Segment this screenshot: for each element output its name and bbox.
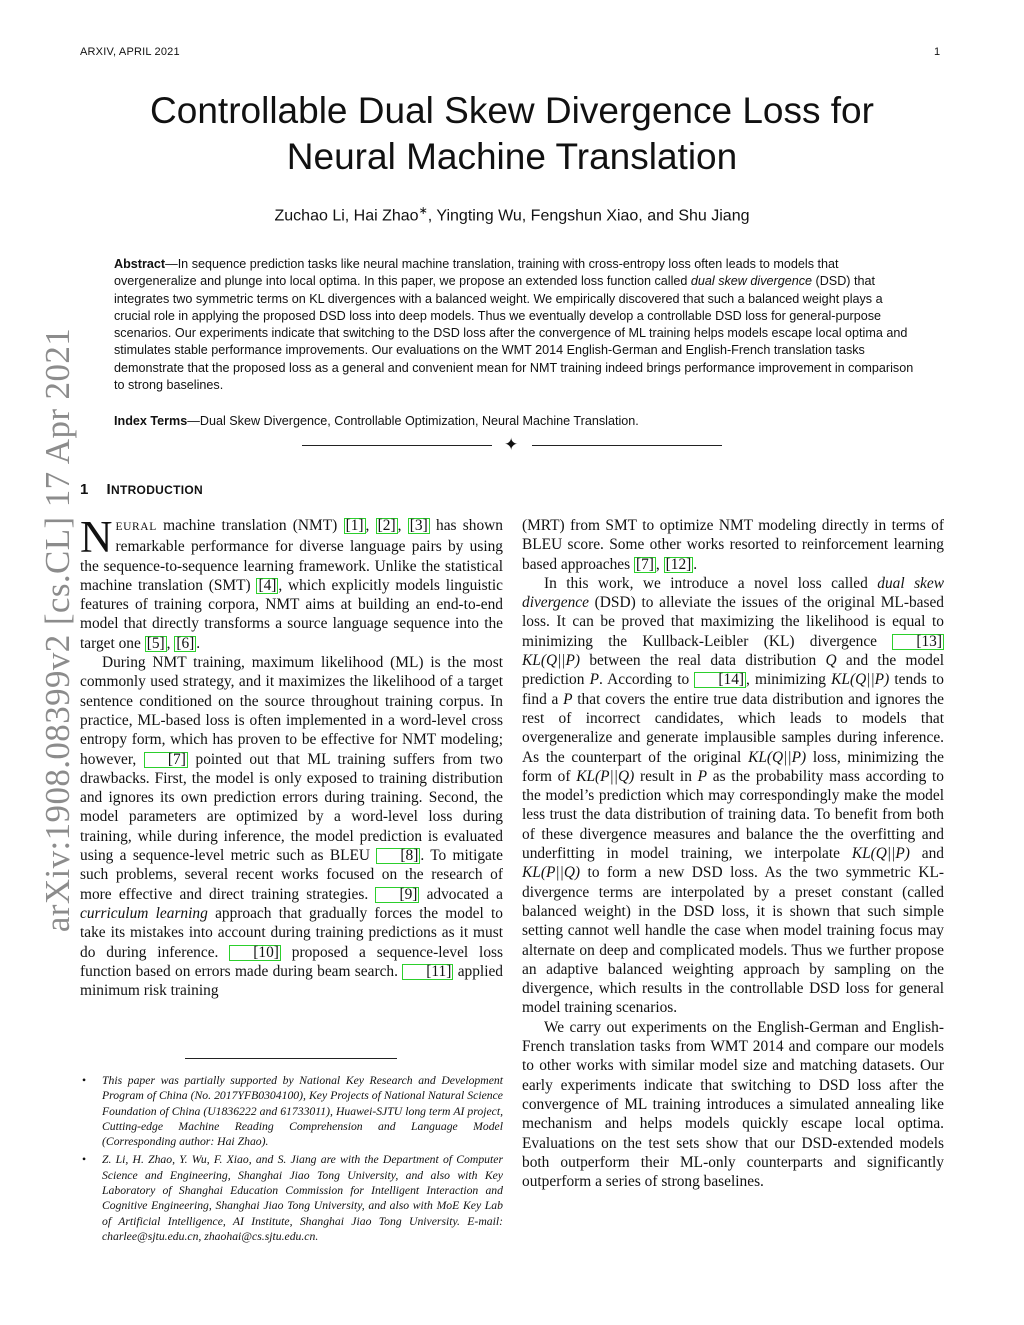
text: as the probability mass according to the model’s prediction which may correspondingly make the model less trust the data distribution of training data. To benefit from both of these divergence measures and balance the the overfitting and underfitting in model training, we interpolate bbox=[522, 767, 944, 863]
text: between the real data distribution bbox=[589, 652, 826, 670]
title-line-1: Controllable Dual Skew Divergence Loss for bbox=[150, 90, 874, 131]
text: , bbox=[365, 517, 376, 534]
math: KL(P||Q) bbox=[576, 767, 635, 785]
abstract-text-1: —In sequence prediction tasks like neural machine translation, training with cross-entropy loss often leads to models that overgeneralize and plunge into local optima. In this paper, we propose an extended loss function called bbox=[114, 257, 839, 289]
math: P bbox=[563, 690, 573, 708]
citation-link[interactable]: [14] bbox=[694, 672, 746, 688]
math: P bbox=[589, 671, 599, 689]
paragraph bbox=[522, 516, 944, 574]
text: and bbox=[909, 845, 944, 863]
page-number: 1 bbox=[934, 46, 941, 58]
citation-link[interactable]: [2] bbox=[377, 517, 396, 534]
text: to form a new DSD loss. As the two symmetric KL-divergence terms are interpolated by a preset constant (called balanced weight) in the DSD loss, it is shown that such simple setting cannot well handle the case when model training focus may alternate on deep and complicated models. Thus we further propose an adaptive balanced weighting approach by sampling on the divergence, which results in the controllable DSD loss for general model training scenarios. bbox=[522, 864, 944, 1017]
text: pointed out that ML training suffers from two drawbacks. First, the model is only exposed to training distribution and ignores its own prediction errors during training. Second, the model parameters are optimized by a word-level loss during training, while during inference, the model prediction is evaluated using a sequence-level metric such as BLEU bbox=[80, 750, 503, 865]
math: KL(Q||P) bbox=[831, 671, 890, 689]
text: , bbox=[397, 517, 408, 534]
footnotes bbox=[80, 1073, 503, 1247]
text: During NMT training, maximum likelihood (ML) is the most commonly used strategy, and it maximizes the likelihood of a target sentence conditioned on the source throughout training corpus. In practice, ML-based loss is often implemented in a word-level cross entropy form, which has proven to be effective for NMT modeling; however, bbox=[80, 654, 503, 768]
footnote-rule bbox=[185, 1058, 397, 1059]
text: . According to bbox=[598, 671, 695, 689]
text: and the model prediction bbox=[522, 652, 944, 689]
citation-link[interactable]: [1] bbox=[345, 517, 364, 534]
text: tends to find a bbox=[522, 671, 944, 708]
index-terms-label: Index Terms bbox=[114, 414, 188, 428]
section-number: 1 bbox=[80, 481, 89, 498]
text: (MRT) from SMT to optimize NMT modeling directly in terms of BLEU score. Some other works resorted to reinforcement learning based approaches bbox=[522, 517, 944, 573]
section-initial: I bbox=[106, 481, 111, 498]
divider-right bbox=[532, 445, 722, 446]
text: In this work, we introduce a novel loss called bbox=[544, 574, 878, 592]
citation-link[interactable]: [3] bbox=[409, 517, 428, 534]
abstract-term: dual skew divergence bbox=[690, 274, 813, 289]
index-terms-text: —Dual Skew Divergence, Controllable Optimization, Neural Machine Translation. bbox=[187, 414, 639, 428]
smallcaps-word: EURAL bbox=[115, 521, 157, 533]
section-heading bbox=[80, 481, 203, 498]
text: that covers the entire true data distribution and ignores the rest of incorrect candidates, which leads to models that overgeneralize and generate implausible samples during inference. As the counterpart of the original bbox=[522, 690, 944, 766]
citation-link[interactable]: [9] bbox=[375, 887, 419, 903]
paper-title bbox=[0, 88, 1024, 180]
math: Q bbox=[825, 652, 837, 670]
arxiv-identifier: arXiv:1908.08399v2 [cs.CL] 17 Apr 2021 bbox=[38, 327, 77, 933]
index-terms bbox=[114, 413, 914, 430]
right-column bbox=[522, 516, 944, 1191]
divider-diamond-icon: ✦ bbox=[504, 435, 519, 454]
math: KL(Q||P) bbox=[748, 748, 807, 766]
paragraph bbox=[80, 653, 503, 1000]
footnote bbox=[80, 1152, 503, 1244]
footnote-text: This paper was partially supported by National Key Research and Development Program of China (No. 2017YFB0304100), Key Projects of National Natural Science Foundation of China (U1836222 and 61733011), Huawei-SJTU long term AI project, Cutting-edge Machine Reading Comprehension and Language Model (Corresponding author: Hai Zhao). bbox=[102, 1074, 503, 1149]
text: applied minimum risk training bbox=[80, 962, 503, 1000]
citation-link[interactable]: [13] bbox=[892, 634, 944, 650]
paragraph bbox=[522, 574, 944, 1018]
text: , bbox=[655, 555, 664, 573]
authors-part-1: Zuchao Li, Hai Zhao bbox=[274, 207, 419, 225]
footnote bbox=[80, 1073, 503, 1149]
math: KL(Q||P) bbox=[851, 845, 910, 863]
text: advocated a bbox=[419, 885, 503, 903]
paragraph bbox=[80, 512, 503, 653]
emphasis: dual skew divergence bbox=[522, 574, 944, 612]
author-list bbox=[0, 204, 1024, 225]
left-column bbox=[80, 512, 504, 1000]
footnote-text: Z. Li, H. Zhao, Y. Wu, F. Xiao, and S. Jiang are with the Department of Computer Science and Engineering, Shanghai Jiao Tong University, and also with Key Laboratory of Shanghai Education Commission for Intelligent Interaction and Cognitive Engineering, Shanghai Jiao Tong University, and also with MoE Key Lab of Artificial Intelligence, AI Institute, Shanghai Jiao Tong University. E-mail: charlee@sjtu.edu.cn, zhaohai@cs.sjtu.edu.cn. bbox=[102, 1153, 503, 1243]
citation-link[interactable]: [7] bbox=[635, 555, 654, 573]
text: result in bbox=[634, 767, 698, 785]
paragraph: We carry out experiments on the English-German and English-French translation tasks from WMT 2014 and compare our models to other works with similar model size and matching datasets. Our early experiments indicate that switching to DSD loss after the convergence of ML training introduces a simulated annealing like mechanism and helps models quickly escape local optima. Evaluations on the test sets show that our DSD-extended models both outperform their ML-only counterparts and significantly outperform a series of strong baselines. bbox=[522, 1018, 944, 1191]
citation-link[interactable]: [5] bbox=[146, 634, 165, 652]
drop-cap: N bbox=[80, 512, 113, 562]
authors-part-2: , Yingting Wu, Fengshun Xiao, and Shu Jiang bbox=[427, 207, 750, 225]
section-title-rest: NTRODUCTION bbox=[111, 483, 203, 497]
running-header: ARXIV, APRIL 2021 bbox=[80, 46, 180, 58]
divider-left bbox=[302, 445, 492, 446]
abstract-label: Abstract bbox=[114, 257, 166, 271]
title-line-2: Neural Machine Translation bbox=[286, 136, 738, 177]
math: KL(P||Q) bbox=[522, 864, 581, 882]
corresponding-author-mark: ∗ bbox=[418, 205, 428, 217]
text: (DSD) to alleviate the issues of the original ML-based loss. It can be proved that maximizing the likelihood is equal to minimizing the Kullback-Leibler (KL) divergence bbox=[522, 594, 944, 650]
abstract-text-2: (DSD) that integrates two symmetric terms on KL divergences with a balanced weight. We empirically discovered that such a balanced weight plays a crucial role in applying the proposed DSD loss into deep models. Thus we eventually develop a controllable DSD loss for general-purpose scenarios. Our experiments indicate that switching to the DSD loss after the convergence of ML training helps models escape local optima and stimulates stable performance improvements. Our evaluations on the WMT 2014 English-German and English-French translation tasks demonstrate that the proposed loss as a general and convenient mean for NMT training indeed brings performance improvement in comparison to strong baselines. bbox=[114, 274, 914, 393]
bullet-icon: • bbox=[82, 1074, 87, 1087]
citation-link[interactable]: [12] bbox=[665, 555, 692, 573]
text: proposed a sequence-level loss function based on errors made during beam search. bbox=[80, 943, 503, 980]
abstract bbox=[114, 256, 914, 394]
citation-link[interactable]: [10] bbox=[229, 945, 281, 961]
citation-link[interactable]: [6] bbox=[176, 634, 195, 652]
text: , which explicitly models linguistic features of training corpora, NMT aims at building an end-to-end model that directly transforms a source language sequence into the target one bbox=[80, 576, 503, 652]
text: . To mitigate such problems, several recent works focused on the research of more effective and direct training strategies. bbox=[80, 847, 503, 903]
math: P bbox=[697, 767, 708, 785]
bullet-icon: • bbox=[82, 1153, 87, 1167]
text: , bbox=[166, 634, 175, 652]
text: approach that gradually forces the model to take its mistakes into account during training predictions as it must do during inference. bbox=[80, 904, 504, 961]
math: KL(Q||P) bbox=[522, 652, 590, 670]
text: . bbox=[693, 555, 698, 573]
citation-link[interactable]: [4] bbox=[258, 576, 277, 594]
text: machine translation (NMT) bbox=[156, 517, 344, 534]
text: loss, minimizing the form of bbox=[522, 748, 944, 785]
citation-link[interactable]: [7] bbox=[144, 752, 188, 768]
citation-link[interactable]: [11] bbox=[402, 964, 453, 980]
citation-link[interactable]: [8] bbox=[376, 848, 420, 864]
emphasis: curriculum learning bbox=[80, 904, 208, 922]
text: . bbox=[196, 634, 201, 652]
text: has shown remarkable performance for diverse language pairs by using the sequence-to-sequence learning framework. Unlike the statistical machine translation (SMT) bbox=[80, 517, 503, 594]
text: , minimizing bbox=[746, 671, 832, 689]
